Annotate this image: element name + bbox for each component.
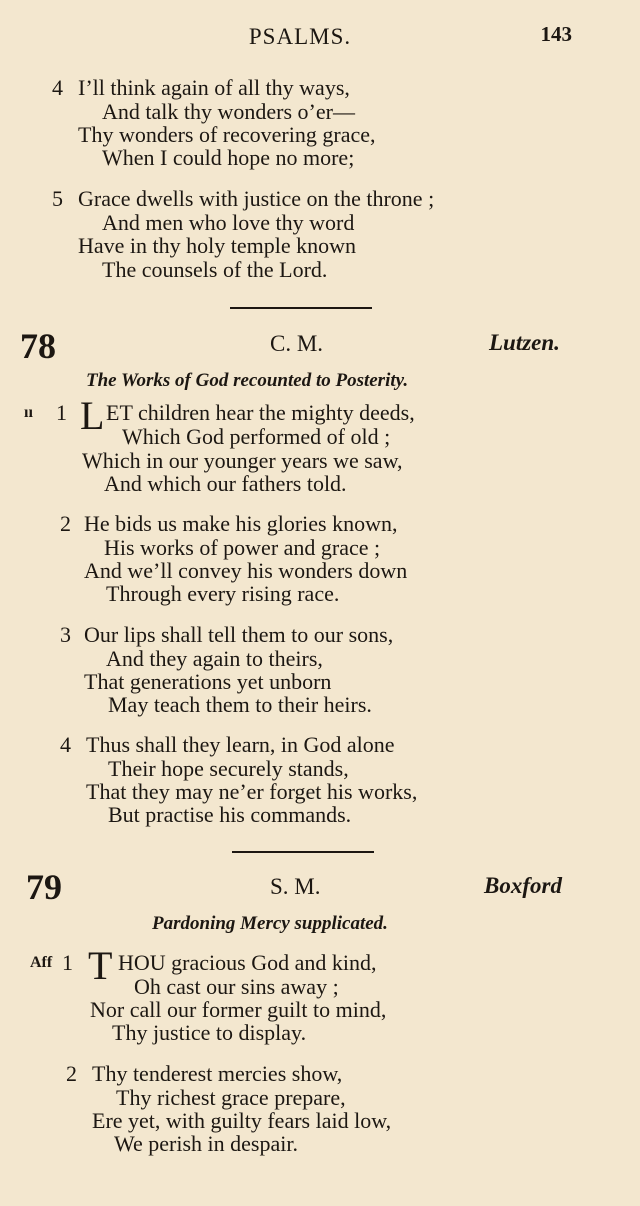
verse-line: Grace dwells with justice on the throne ; <box>78 186 435 211</box>
running-head: PSALMS. <box>248 24 352 49</box>
verse-line: Thy justice to display. <box>112 1020 307 1045</box>
hymn-number: 79 <box>26 867 62 907</box>
stanza-number: 4 <box>52 75 63 100</box>
verse-line: Oh cast our sins away ; <box>134 974 339 999</box>
verse-line: Thy wonders of recovering grace, <box>78 122 376 147</box>
stanza-number: 5 <box>52 186 63 211</box>
section-divider <box>232 851 374 853</box>
margin-mark: Aff <box>30 954 53 971</box>
verse-line: Have in thy holy temple known <box>78 233 357 258</box>
stanza-number: 2 <box>66 1061 77 1086</box>
stanza-number: 3 <box>60 622 71 647</box>
margin-mark: ıı <box>24 404 33 421</box>
hymn-subtitle: Pardoning Mercy supplicated. <box>152 913 388 934</box>
tune-name: Boxford <box>484 873 562 898</box>
verse-line: That generations yet unborn <box>84 669 332 694</box>
drop-cap: L <box>80 393 105 438</box>
verse-line: I’ll think again of all thy ways, <box>78 75 350 100</box>
stanza-number: 1 <box>56 400 67 425</box>
drop-cap: T <box>88 943 113 988</box>
hymn-meter: C. M. <box>270 331 324 356</box>
verse-line: Which God performed of old ; <box>122 424 391 449</box>
verse-line: When I could hope no more; <box>102 145 355 170</box>
verse-line: May teach them to their heirs. <box>108 692 372 717</box>
verse-line: But practise his commands. <box>108 802 352 827</box>
verse-line: ET children hear the mighty deeds, <box>106 400 415 425</box>
verse-line: Nor call our former guilt to mind, <box>90 997 387 1022</box>
hymn-number: 78 <box>20 326 56 366</box>
verse-line: And they again to theirs, <box>106 646 323 671</box>
verse-line: His works of power and grace ; <box>104 535 381 560</box>
tune-name: Lutzen. <box>489 330 560 355</box>
verse-line: Ere yet, with guilty fears laid low, <box>92 1108 392 1133</box>
verse-line: And which our fathers told. <box>104 471 347 496</box>
verse-line: The counsels of the Lord. <box>102 257 328 282</box>
verse-line: Thy richest grace prepare, <box>116 1085 346 1110</box>
stanza-number: 2 <box>60 511 71 536</box>
verse-line: He bids us make his glories known, <box>84 511 398 536</box>
verse-line: Our lips shall tell them to our sons, <box>84 622 394 647</box>
section-divider <box>230 307 372 309</box>
page-number: 143 <box>540 22 572 46</box>
verse-line: Thus shall they learn, in God alone <box>86 732 395 757</box>
verse-line: And we’ll convey his wonders down <box>84 558 408 583</box>
verse-line: That they may ne’er forget his works, <box>86 779 418 804</box>
verse-line: HOU gracious God and kind, <box>118 950 377 975</box>
verse-line: And men who love thy word <box>102 210 355 235</box>
verse-line: Thy tenderest mercies show, <box>92 1061 343 1086</box>
verse-line: Which in our younger years we saw, <box>82 448 403 473</box>
hymn-meter: S. M. <box>270 874 321 899</box>
hymn-subtitle: The Works of God recounted to Posterity. <box>86 370 409 391</box>
verse-line: Their hope securely stands, <box>108 756 349 781</box>
verse-line: We perish in despair. <box>114 1131 298 1156</box>
verse-line: And talk thy wonders o’er— <box>102 99 355 124</box>
verse-line: Through every rising race. <box>106 581 340 606</box>
stanza-number: 4 <box>60 732 71 757</box>
stanza-number: 1 <box>62 950 73 975</box>
